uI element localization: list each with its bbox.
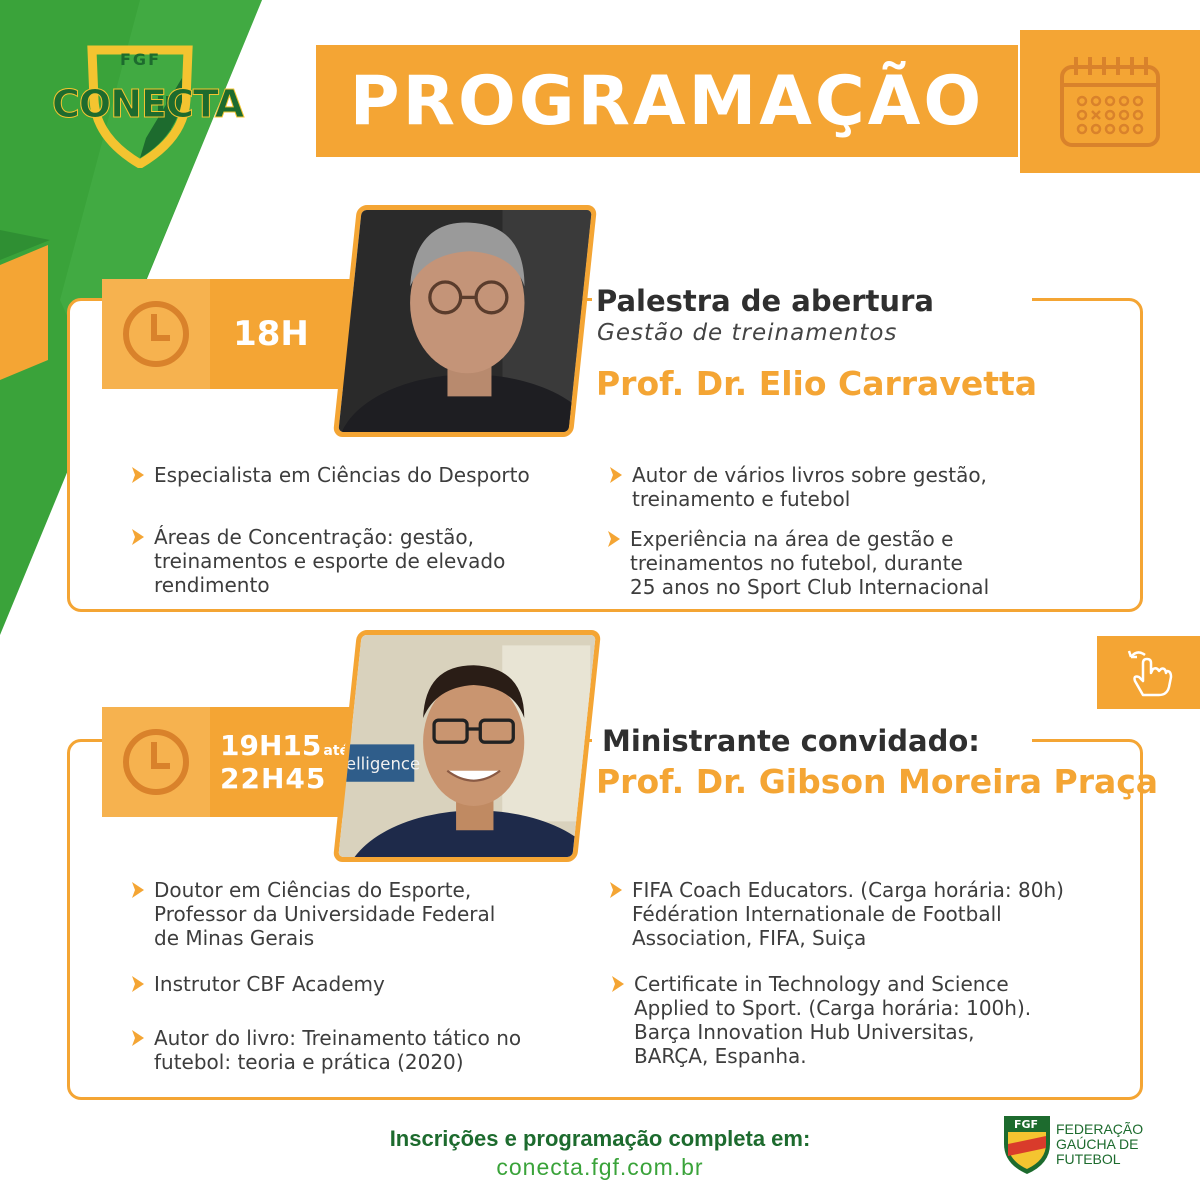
fgf-federation-badge — [1002, 1114, 1052, 1176]
logo-fgf-text: FGF — [120, 50, 161, 69]
title-banner — [316, 45, 1018, 157]
chevron-right-icon — [608, 466, 624, 484]
clock-icon — [120, 726, 192, 798]
swipe-indicator[interactable] — [1097, 636, 1200, 709]
chevron-right-icon — [130, 466, 146, 484]
chevron-right-icon — [130, 1029, 146, 1047]
session2-bullet-left-3: Autor do livro: Treinamento tático no futebol: teoria e prática (2020) — [130, 1026, 521, 1074]
session2-time-box — [102, 707, 352, 817]
federation-line-3: FUTEBOL — [1056, 1151, 1121, 1167]
chevron-right-icon — [130, 528, 146, 546]
calendar-icon — [1058, 55, 1162, 149]
session2-bullet-left-2: Instrutor CBF Academy — [130, 972, 385, 996]
session2-clock-cell — [102, 707, 210, 817]
session1-bullet-right-1: Autor de vários livros sobre gestão, treinamento e futebol — [608, 463, 987, 511]
session2-heading: Ministrante convidado: — [602, 724, 980, 758]
federation-line-2: GAÚCHA DE — [1056, 1136, 1139, 1152]
chevron-right-icon — [130, 975, 146, 993]
session2-time-connector: até — [323, 743, 350, 759]
chevron-right-icon — [610, 975, 626, 993]
session1-speaker-photo — [333, 205, 597, 437]
session2-speaker-photo — [333, 630, 601, 862]
logo-conecta-text: CONECTA — [52, 82, 244, 126]
session1-clock-cell — [102, 279, 210, 389]
chevron-right-icon — [130, 881, 146, 899]
session2-bullet-right-2: Certificate in Technology and Science Applied to Sport. (Carga horária: 100h). Barça Innovation Hub Universitas, BARÇA, Espanha. — [610, 972, 1031, 1068]
fgf-badge-text: FGF — [1014, 1118, 1039, 1131]
session1-bullet-left-2: Áreas de Concentração: gestão, treinamentos e esporte de elevado rendimento — [130, 525, 505, 597]
session1-bullet-right-2: Experiência na área de gestão e treinamentos no futebol, durante 25 anos no Sport Club Internacional — [606, 527, 989, 599]
session1-time: 18H — [233, 314, 309, 354]
session2-bullet-right-1: FIFA Coach Educators. (Carga horária: 80h) Fédération Internationale de Football Association, FIFA, Suiça — [608, 878, 1064, 950]
session1-time-box — [102, 279, 352, 389]
footer-link[interactable]: conecta.fgf.com.br — [496, 1154, 704, 1180]
federation-line-1: FEDERAÇÃO — [1056, 1121, 1144, 1137]
session1-subtitle: Gestão de treinamentos — [597, 320, 898, 346]
session1-speaker-name: Prof. Dr. Elio Carravetta — [596, 364, 1038, 403]
conecta-logo — [50, 38, 244, 168]
calendar-box — [1020, 30, 1200, 173]
session2-speaker-name: Prof. Dr. Gibson Moreira Praça — [596, 762, 1159, 801]
session1-heading: Palestra de abertura — [596, 284, 934, 318]
page-title: PROGRAMAÇÃO — [349, 61, 985, 141]
session1-bullet-left-1: Especialista em Ciências do Desporto — [130, 463, 530, 487]
session2-bullet-left-1: Doutor em Ciências do Esporte, Professor da Universidade Federal de Minas Gerais — [130, 878, 495, 950]
svg-text:telligence: telligence — [339, 754, 421, 774]
session2-time-end: 22H45 — [220, 762, 327, 795]
clock-icon — [120, 298, 192, 370]
swipe-hand-icon — [1123, 647, 1175, 699]
session2-time — [210, 707, 352, 817]
footer-text: Inscrições e programação completa em: — [389, 1126, 811, 1151]
chevron-right-icon — [608, 881, 624, 899]
session2-time-start: 19H15 — [220, 729, 322, 762]
chevron-right-icon — [606, 530, 622, 548]
federation-name — [1056, 1122, 1176, 1167]
